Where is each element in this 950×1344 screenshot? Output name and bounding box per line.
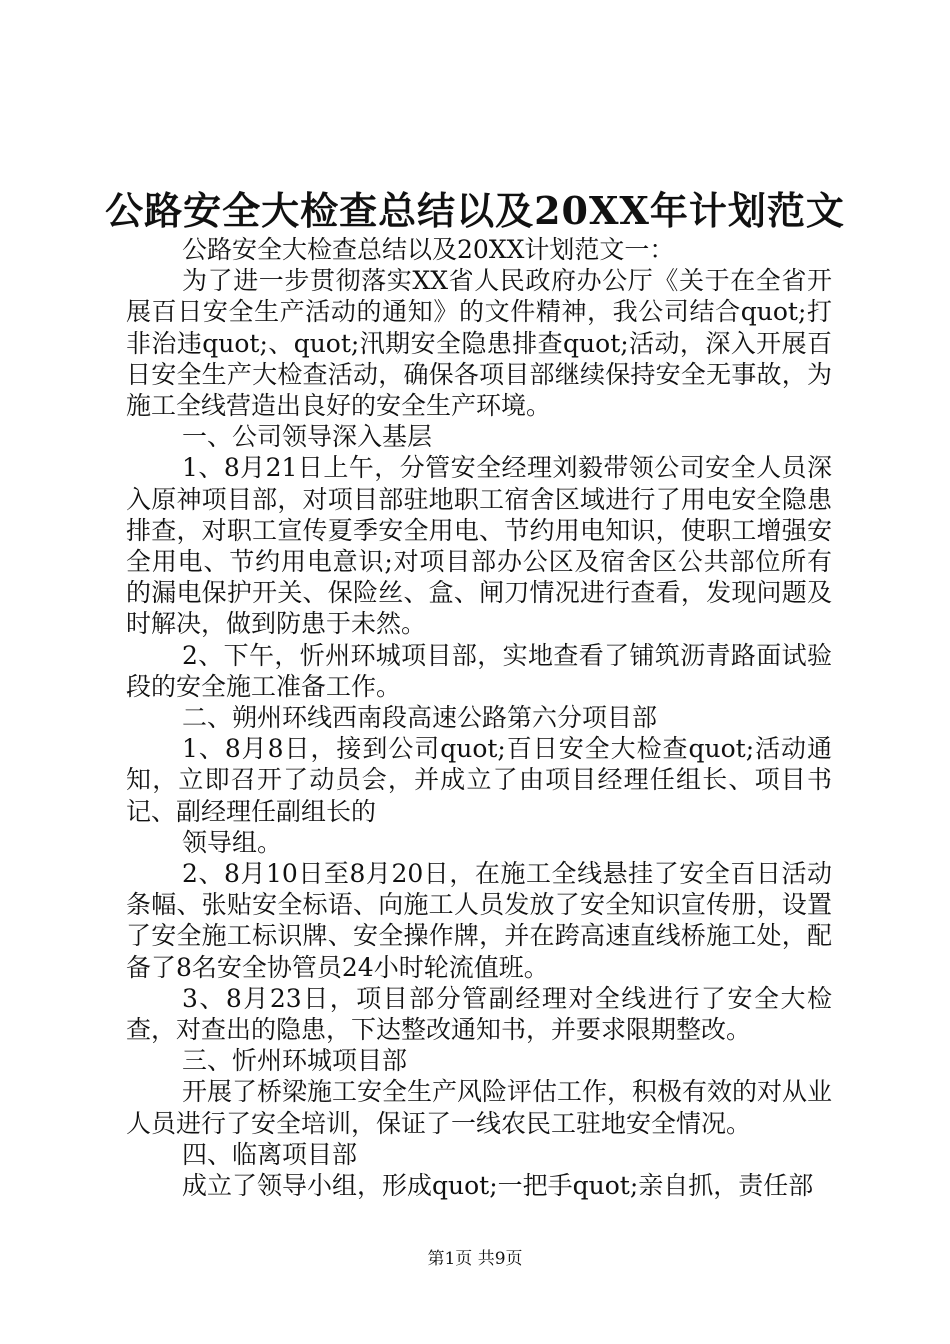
document-body	[126, 234, 832, 1201]
page-number-footer: 第1页 共9页	[427, 1249, 523, 1269]
paragraph: 2、8月10日至8月20日，在施工全线悬挂了安全百日活动条幅、张贴安全标语、向施工人员发放了安全知识宣传册，设置了安全施工标识牌、安全操作牌，并在跨高速直线桥施工处，配备了8名安全协管员24小时轮流值班。	[126, 859, 832, 982]
intro-line: 公路安全大检查总结以及20XX计划范文一：	[182, 235, 675, 264]
paragraph: 1、8月8日，接到公司quot;百日安全大检查quot;活动通知，立即召开了动员会，并成立了由项目经理任组长、项目书记、副经理任副组长的	[126, 734, 832, 826]
paragraph: 成立了领导小组，形成quot;一把手quot;亲自抓，责任部	[182, 1171, 814, 1201]
paragraph: 开展了桥梁施工安全生产风险评估工作，积极有效的对从业人员进行了安全培训，保证了一线农民工驻地安全情况。	[126, 1077, 833, 1138]
section-heading: 一、公司领导深入基层	[182, 422, 433, 452]
section-heading: 四、临离项目部	[182, 1139, 358, 1169]
section-heading: 二、朔州环线西南段高速公路第六分项目部	[182, 703, 658, 733]
paragraph: 为了进一步贯彻落实XX省人民政府办公厅《关于在全省开展百日安全生产活动的通知》的文件精神，我公司结合quot;打非治违quot;、quot;汛期安全隐患排查quot;活动，深入开展百日安全生产大检查活动，确保各项目部继续保持安全无事故，为施工全线营造出良好的安全生产环境。	[126, 266, 832, 421]
paragraph: 1、8月21日上午，分管安全经理刘毅带领公司安全人员深入原神项目部，对项目部驻地职工宿舍区域进行了用电安全隐患排查，对职工宣传夏季安全用电、节约用电知识，使职工增强安全用电、节约用电意识;对项目部办公区及宿舍区公共部位所有的漏电保护开关、保险丝、盒、闸刀情况进行查看，发现问题及时解决，做到防患于未然。	[126, 453, 832, 639]
paragraph: 3、8月23日，项目部分管副经理对全线进行了安全大检查，对查出的隐患，下达整改通知书，并要求限期整改。	[126, 983, 832, 1045]
paragraph: 领导组。	[182, 827, 283, 857]
section-heading: 三、忻州环城项目部	[182, 1046, 408, 1076]
document-title: 公路安全大检查总结以及20XX年计划范文	[105, 188, 845, 233]
paragraph: 2、下午，忻州环城项目部，实地查看了铺筑沥青路面试验段的安全施工准备工作。	[126, 640, 832, 701]
